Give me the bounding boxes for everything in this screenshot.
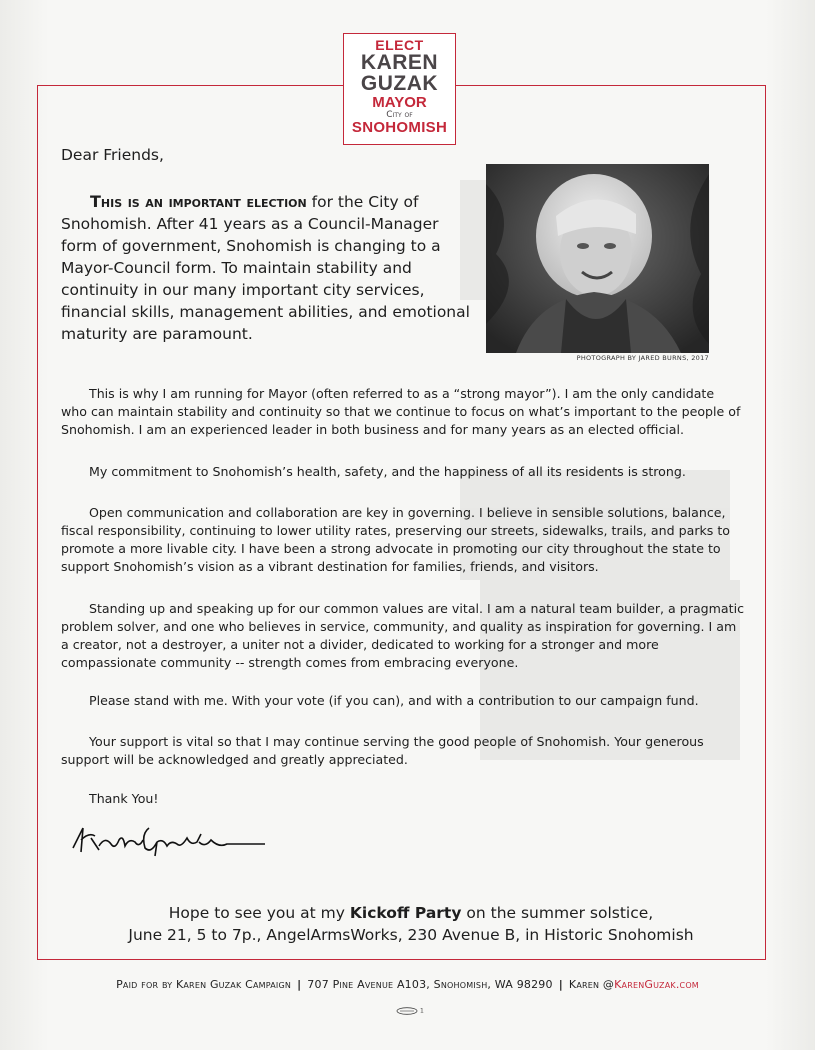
- logo-office: MAYOR: [372, 94, 427, 111]
- website-link[interactable]: KarenGuzak.com: [614, 978, 699, 991]
- event-details: June 21, 5 to 7p., AngelArmsWorks, 230 Avenue B, in Historic Snohomish: [128, 926, 694, 944]
- logo-elect: ELECT: [375, 37, 424, 53]
- campaign-logo: [343, 33, 456, 145]
- signature: [69, 818, 269, 862]
- mailing-address: 707 Pine Avenue A103, Snohomish, WA 98290: [307, 978, 553, 991]
- logo-first-name: KAREN: [360, 51, 439, 74]
- kickoff-invitation: Hope to see you at my Kickoff Party on the summer solstice, June 21, 5 to 7p., AngelArmsWorks, 230 Avenue B, in Historic Snohomish: [61, 902, 761, 946]
- union-bug: 1: [380, 1007, 440, 1015]
- logo-city-of: City of: [386, 110, 413, 120]
- contact-prefix: Karen @: [568, 978, 615, 991]
- paragraph-commitment: My commitment to Snohomish’s health, safety, and the happiness of all its residents is strong.: [89, 464, 686, 479]
- paragraph-values: Standing up and speaking up for our common values are vital. I am a natural team builder, a pragmatic problem solver, and one who believes in service, community, and quality as inspiration for governing. I am a creator, not a destroyer, a uniter not a divider, dedicated to working for a stronger and more compassionate community -- strength comes from embracing everyone.: [61, 601, 745, 670]
- union-oval-icon: [396, 1007, 418, 1015]
- logo-city: SNOHOMISH: [351, 119, 448, 136]
- photo-credit: PHOTOGRAPH BY JARED BURNS, 2017: [576, 354, 709, 362]
- kickoff-party: Kickoff Party: [349, 904, 462, 922]
- logo-last-name: GUZAK: [360, 72, 439, 95]
- intro-caps: This is an important election: [90, 192, 307, 211]
- intro-paragraph: [61, 191, 474, 345]
- paid-for: Paid for by Karen Guzak Campaign: [116, 978, 292, 991]
- thank-you: Thank You!: [89, 791, 159, 806]
- paragraph-support: Your support is vital so that I may continue serving the good people of Snohomish. Your generous support will be acknowledged and greatly appreciated.: [61, 734, 704, 767]
- footer: Paid for by Karen Guzak Campaign | 707 Pine Avenue A103, Snohomish, WA 98290 | Karen @KarenGuzak.com: [116, 978, 699, 991]
- intro-text: for the City of Snohomish. After 41 years as a Council-Manager form of government, Snohomish is changing to a Mayor-Council form. To maintain stability and continuity in our many important city services, financial skills, management abilities, and emotional maturity are paramount.: [61, 193, 470, 343]
- candidate-photo: [486, 164, 709, 353]
- paragraph-running: This is why I am running for Mayor (often referred to as a “strong mayor”). I am the only candidate who can maintain stability and continuity so that we continue to focus on what’s important to the people of Snohomish. I am an experienced leader in both business and for many years as an elected official.: [61, 386, 741, 437]
- paragraph-communication: Open communication and collaboration are key in governing. I believe in sensible solutions, balance, fiscal responsibility, continuing to lower utility rates, preserving our streets, sidewalks, trails, and parks to promote a more livable city. I have been a strong advocate in promoting our city throughout the state to support Snohomish’s vision as a vibrant destination for families, friends, and visitors.: [61, 505, 730, 574]
- paragraph-stand-with-me: Please stand with me. With your vote (if you can), and with a contribution to our campaign fund.: [89, 693, 699, 708]
- salutation: Dear Friends,: [61, 146, 164, 164]
